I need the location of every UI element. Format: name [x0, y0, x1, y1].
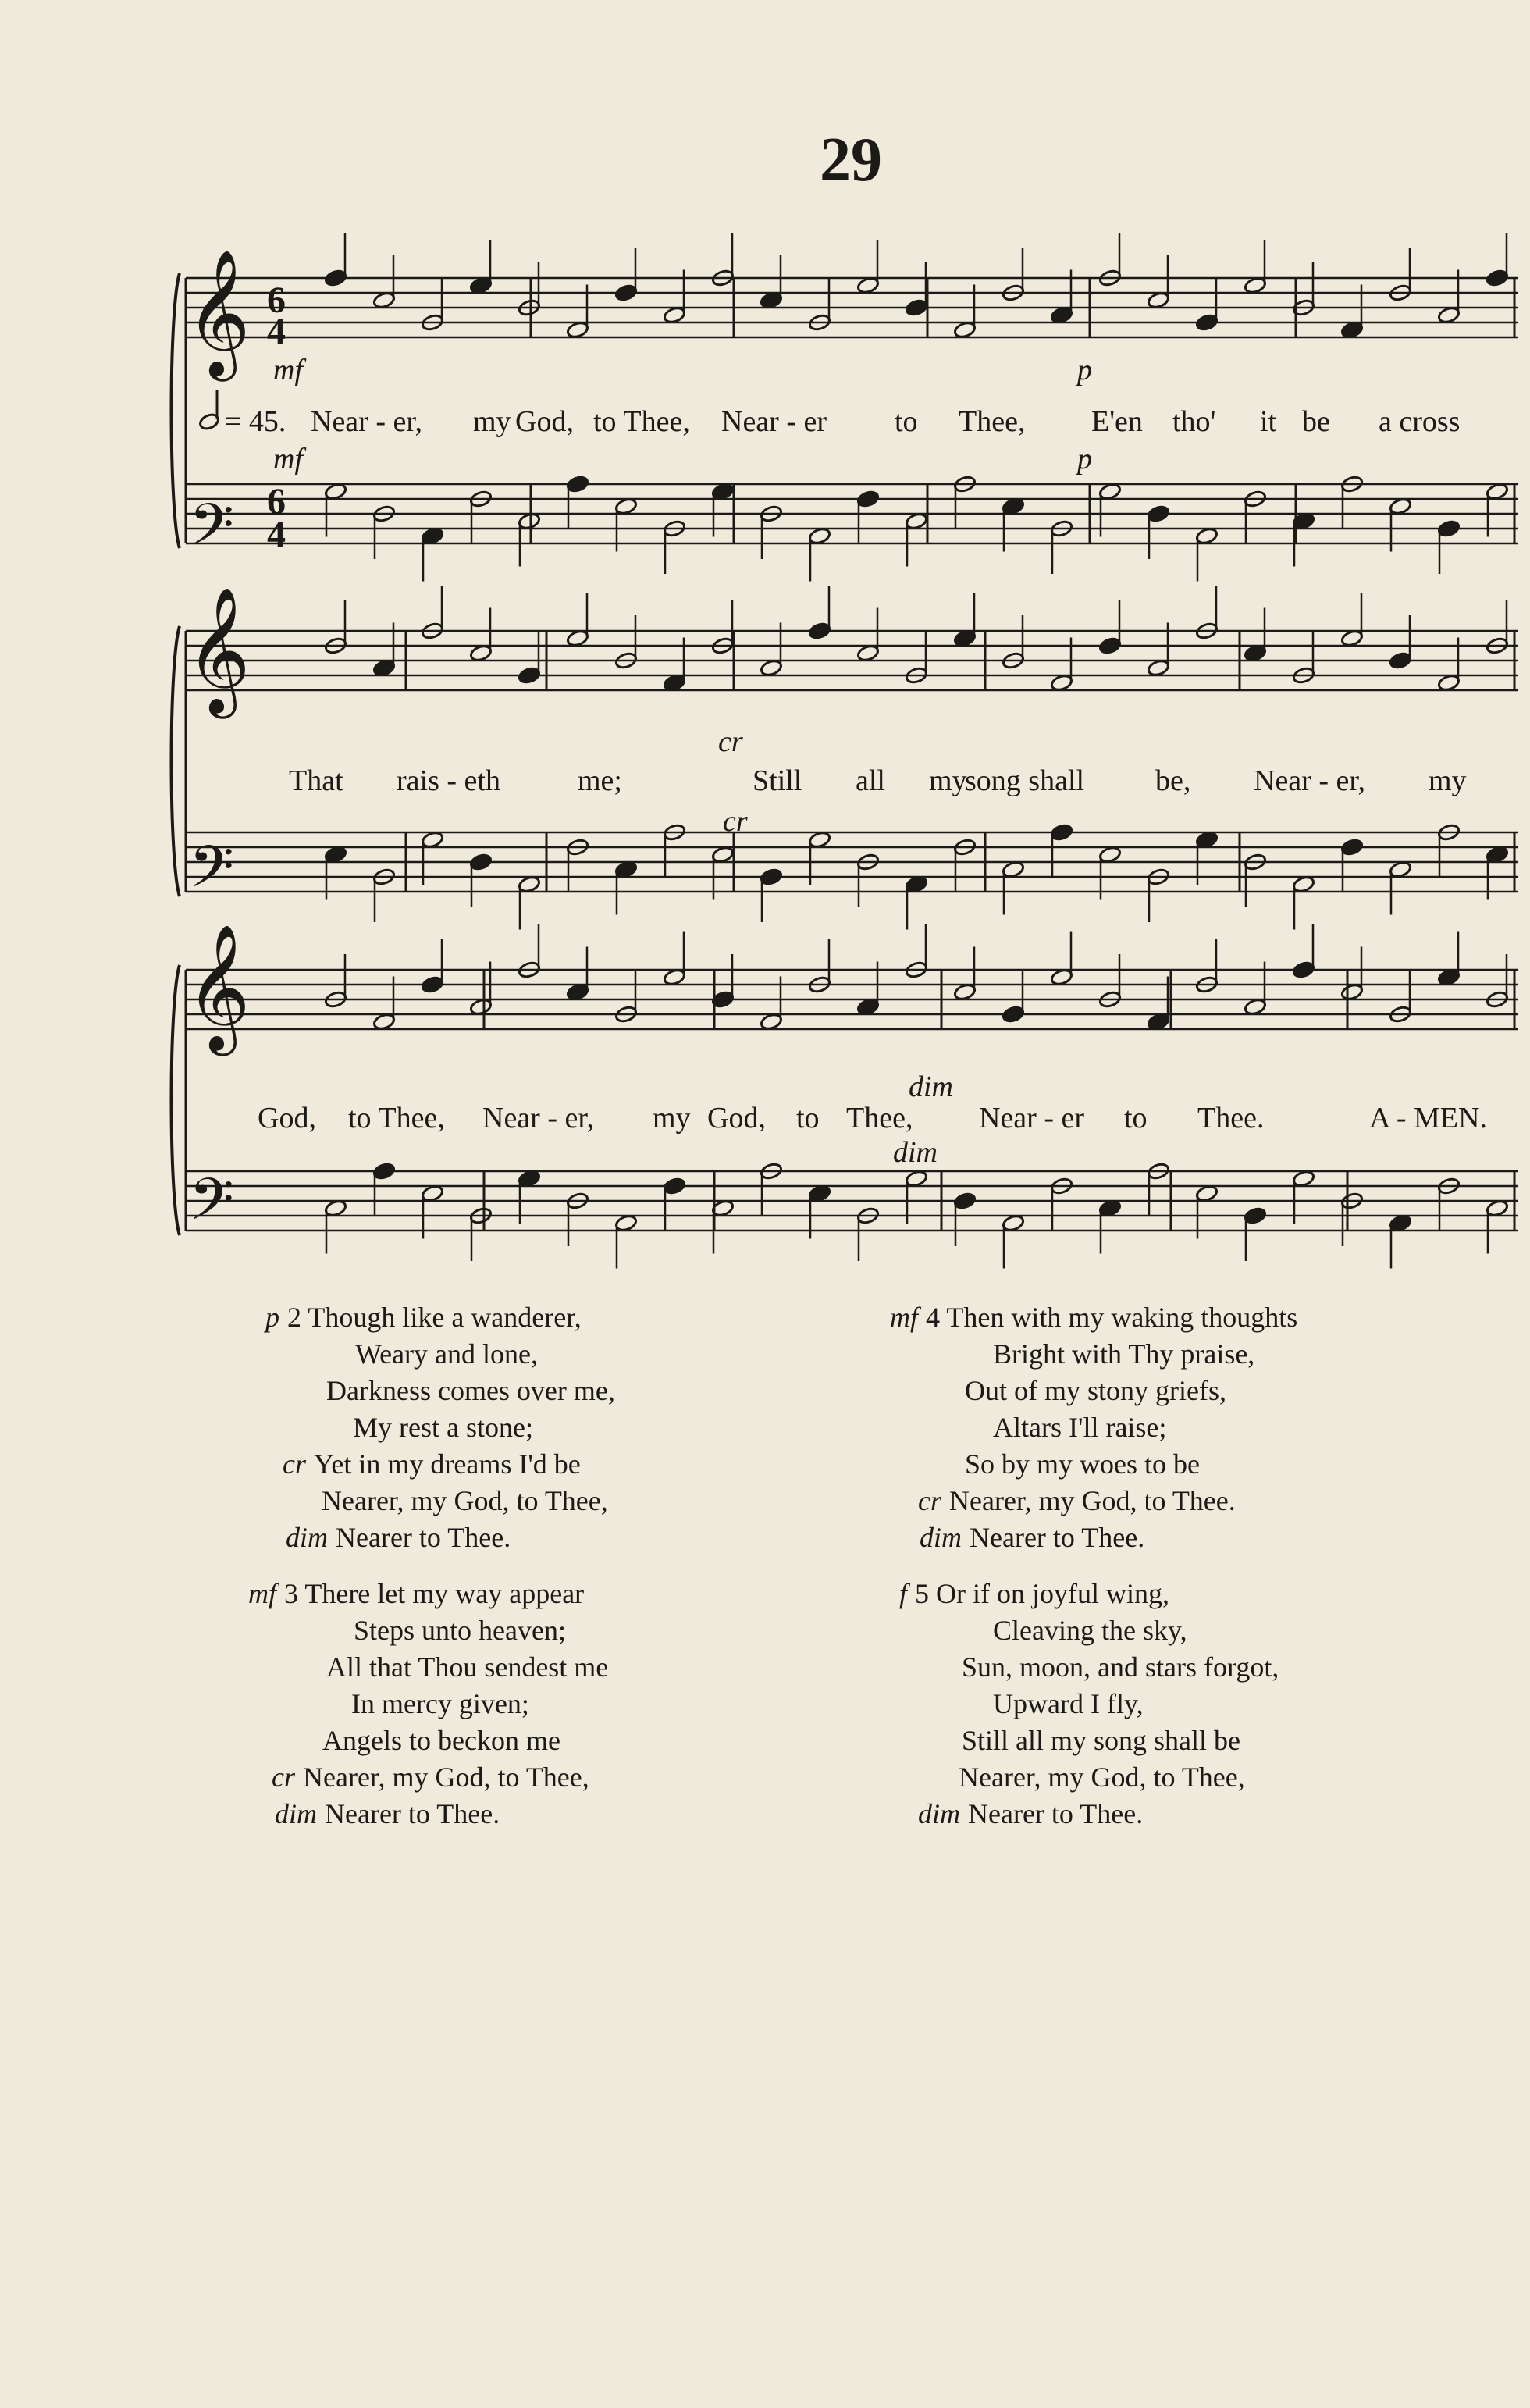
dynamic-cr: cr	[718, 725, 743, 758]
verse-line: p 2 Though like a wanderer,	[265, 1302, 582, 1333]
lyric-syllable: A - MEN.	[1369, 1102, 1487, 1135]
lyric-syllable: my	[1429, 764, 1467, 797]
verse-line: Bright with Thy praise,	[993, 1338, 1255, 1370]
notehead	[1244, 1206, 1267, 1225]
system-brace	[172, 273, 180, 548]
treble-clef-icon: 𝄞	[186, 924, 251, 1051]
verse-line: Nearer, my God, to Thee,	[959, 1761, 1245, 1793]
lyric-syllable: Still	[753, 764, 802, 797]
bass-clef-icon: 𝄢	[189, 1166, 234, 1248]
dynamic-cr: cr	[723, 805, 748, 838]
tempo-value: = 45.	[225, 405, 286, 438]
notehead	[1340, 838, 1364, 857]
verse-4	[890, 1299, 1297, 1556]
notehead	[469, 853, 493, 871]
lyric-syllable: E'en	[1091, 405, 1143, 438]
notehead	[1147, 504, 1170, 523]
lyric-syllable: Near - er,	[1254, 764, 1365, 797]
notehead	[760, 867, 783, 886]
lyric-syllable: Thee.	[1197, 1102, 1265, 1135]
notehead	[518, 666, 541, 685]
verse-line: Out of my stony griefs,	[965, 1375, 1226, 1406]
verse-3	[248, 1576, 608, 1833]
treble-clef-icon: 𝄞	[186, 249, 251, 376]
notehead	[372, 1162, 396, 1181]
verse-line: Cleaving the sky,	[993, 1615, 1187, 1646]
notehead	[614, 283, 638, 302]
meter-top-bass: 6	[267, 481, 286, 522]
lyric-syllable: Thee,	[959, 405, 1026, 438]
notehead	[1486, 269, 1509, 287]
notehead	[905, 298, 928, 317]
lyric-syllable: to Thee,	[348, 1102, 445, 1135]
notehead	[808, 622, 831, 640]
verse-line: Darkness comes over me,	[326, 1375, 615, 1406]
notehead	[1050, 823, 1073, 842]
verse-line: My rest a stone;	[353, 1412, 533, 1443]
lyric-syllable: to	[895, 405, 918, 438]
verse-line: dim Nearer to Thee.	[275, 1798, 500, 1829]
lyric-syllable: a cross	[1379, 405, 1461, 438]
lyric-syllable: to Thee,	[593, 405, 690, 438]
verse-line: Still all my song shall be	[962, 1725, 1240, 1756]
dynamic-mf: mf	[273, 354, 303, 386]
lyric-syllable: my	[473, 405, 511, 438]
meter-top-treble: 6	[267, 280, 286, 321]
notehead	[566, 475, 589, 493]
notehead	[856, 490, 880, 508]
notehead	[421, 975, 444, 994]
lyric-syllable: Near - er,	[482, 1102, 594, 1135]
verse-line: Sun, moon, and stars forgot,	[962, 1651, 1279, 1683]
verse-line: Angels to beckon me	[322, 1725, 560, 1756]
verse-line: dim Nearer to Thee.	[918, 1798, 1144, 1829]
verse-line: Upward I fly,	[993, 1688, 1144, 1719]
verse-line: All that Thou sendest me	[326, 1651, 609, 1683]
notehead	[1437, 519, 1461, 538]
verse-line: Altars I'll raise;	[993, 1412, 1167, 1443]
dynamic-dim: dim	[909, 1070, 953, 1103]
verse-line: Nearer, my God, to Thee,	[322, 1485, 608, 1516]
bass-clef-icon: 𝄢	[189, 491, 234, 573]
treble-clef-icon: 𝄞	[186, 586, 251, 714]
lyric-syllable: Near - er,	[311, 405, 422, 438]
dynamic-dim: dim	[893, 1136, 938, 1169]
lyric-syllable: tho'	[1172, 405, 1216, 438]
lyric-syllable: rais - eth	[397, 764, 500, 797]
verse-line: In mercy given;	[351, 1688, 529, 1719]
lyric-syllable: God,	[515, 405, 574, 438]
dynamic-p: p	[1077, 443, 1092, 476]
dynamic-p: p	[1077, 354, 1092, 386]
lyric-syllable: Thee,	[846, 1102, 913, 1135]
lyric-syllable: Near - er	[979, 1102, 1085, 1135]
dynamic-mf: mf	[273, 443, 303, 476]
verse-line: Steps unto heaven;	[354, 1615, 566, 1646]
verse-5	[899, 1576, 1279, 1833]
verse-line: dim Nearer to Thee.	[286, 1522, 511, 1553]
lyric-syllable: my	[929, 764, 967, 797]
lyric-syllable: That	[289, 764, 343, 797]
notehead	[1195, 313, 1219, 332]
lyrics-system-3	[258, 1102, 1487, 1135]
verse-line: mf 4 Then with my waking thoughts	[890, 1302, 1298, 1333]
notehead	[1098, 636, 1122, 655]
lyric-syllable: be	[1302, 405, 1330, 438]
notehead	[1292, 960, 1315, 979]
verse-line: cr Yet in my dreams I'd be	[283, 1448, 581, 1480]
system-brace	[172, 965, 180, 1235]
lyric-syllable: song shall	[965, 764, 1085, 797]
notehead	[1002, 1005, 1025, 1024]
lyric-syllable: God,	[707, 1102, 766, 1135]
lyric-syllable: me;	[578, 764, 622, 797]
notehead	[324, 269, 347, 287]
lyric-syllable: be,	[1155, 764, 1191, 797]
verse-line: dim Nearer to Thee.	[920, 1522, 1145, 1553]
lyrics-system-1	[311, 405, 1460, 438]
lyrics-system-2	[289, 764, 1467, 797]
notehead	[953, 1192, 977, 1210]
lyric-syllable: my	[653, 1102, 691, 1135]
verse-line: mf 3 There let my way appear	[248, 1578, 585, 1609]
notehead	[1389, 651, 1412, 670]
bass-clef-icon: 𝄢	[189, 833, 234, 915]
lyric-syllable: all	[856, 764, 885, 797]
system-braces	[172, 273, 180, 1235]
lyric-syllable: it	[1260, 405, 1277, 438]
lyric-syllable: to	[1124, 1102, 1148, 1135]
verse-line: Weary and lone,	[355, 1338, 538, 1370]
verse-line: cr Nearer, my God, to Thee.	[918, 1485, 1236, 1516]
verse-2	[265, 1299, 615, 1556]
lyric-syllable: God,	[258, 1102, 316, 1135]
meter-bottom-bass: 4	[267, 514, 286, 555]
lyric-syllable: to	[796, 1102, 820, 1135]
verse-line: f 5 Or if on joyful wing,	[899, 1578, 1169, 1609]
lyric-syllable: Near - er	[721, 405, 827, 438]
verse-line: cr Nearer, my God, to Thee,	[272, 1761, 589, 1793]
tempo-marking	[198, 390, 286, 438]
meter-bottom-treble: 4	[267, 311, 286, 352]
page-number: 29	[820, 126, 882, 194]
verse-line: So by my woes to be	[965, 1448, 1200, 1480]
system-brace	[172, 626, 180, 896]
notehead	[663, 1177, 686, 1195]
